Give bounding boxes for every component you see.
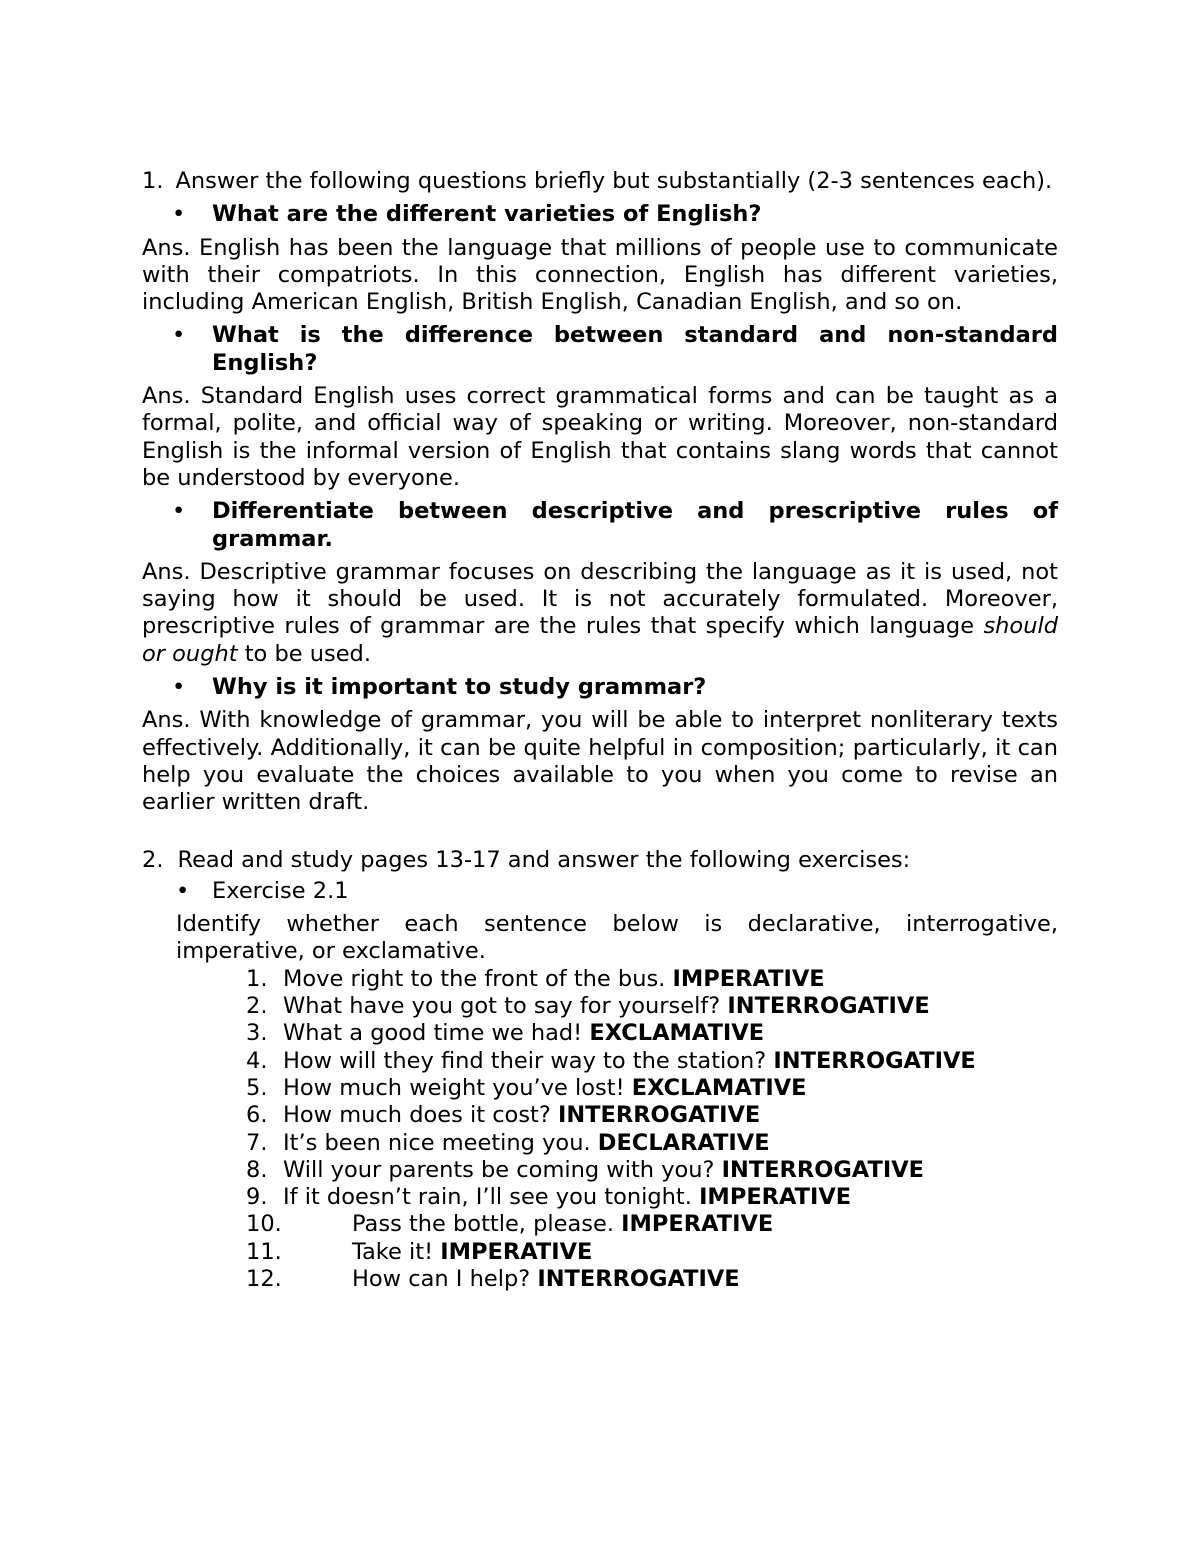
list-item-number: 11. [246, 1238, 282, 1265]
section-1-instruction: Answer the following questions briefly but substantially (2-3 sentences each). [175, 168, 1053, 194]
sentence-text: Take it! [352, 1238, 441, 1265]
exercise-sentence-list [246, 966, 1058, 1294]
list-item-number: 6. [246, 1102, 268, 1129]
question-2 [142, 322, 1058, 377]
bullet-icon: • [172, 498, 186, 525]
answer-4: Ans. With knowledge of grammar, you will be able to interpret nonliterary texts effectively. Additionally, it can be quite helpful in composition; particularly, it can help you evaluate the choices available to you when you come to revise an earlier written draft. [142, 707, 1058, 816]
list-item [246, 1075, 1058, 1102]
list-item-number: 3. [246, 1020, 268, 1047]
question-1 [142, 201, 1058, 228]
section-1-number: 1. [142, 168, 164, 194]
bullet-icon: • [172, 201, 186, 228]
list-item [246, 966, 1058, 993]
bullet-icon: • [176, 877, 190, 904]
sentence-answer: IMPERATIVE [672, 965, 825, 992]
section-2-instruction: Read and study pages 13-17 and answer the following exercises: [177, 846, 911, 873]
list-item-number: 7. [246, 1129, 268, 1156]
question-2-text: What is the difference between standard and non-standard English? [212, 322, 1058, 376]
list-item [246, 1048, 1058, 1075]
list-item [246, 1102, 1058, 1129]
sentence-answer: IMPERATIVE [699, 1184, 852, 1211]
question-3 [142, 498, 1058, 553]
list-item-number: 4. [246, 1047, 268, 1074]
exercise-title-row [176, 878, 1058, 905]
question-1-text: What are the different varieties of English? [212, 201, 762, 228]
section-1-heading [142, 168, 1058, 195]
section-2-number: 2. [142, 846, 164, 873]
question-4 [142, 674, 1058, 701]
sentence-text: What have you got to say for yourself? [283, 993, 728, 1020]
exercise-title: Exercise 2.1 [212, 877, 349, 904]
sentence-answer: INTERROGATIVE [721, 1156, 924, 1183]
list-item [246, 1266, 1058, 1293]
answer-3-part-a: Ans. Descriptive grammar focuses on describing the language as it is used, not saying how it should be used. It is not accurately formulated. Moreover, prescriptive rules of grammar are the rules that specify which language [142, 558, 1058, 640]
question-3-text: Differentiate between descriptive and prescriptive rules of grammar. [212, 498, 1058, 552]
sentence-text: Pass the bottle, please. [352, 1211, 622, 1238]
sentence-answer: IMPERATIVE [440, 1238, 593, 1265]
sentence-answer: INTERROGATIVE [557, 1102, 761, 1129]
bullet-icon: • [172, 674, 186, 701]
list-item [246, 1020, 1058, 1047]
sentence-text: It’s been nice meeting you. [283, 1129, 598, 1156]
sentence-answer: DECLARATIVE [597, 1129, 770, 1156]
sentence-answer: INTERROGATIVE [537, 1265, 740, 1292]
list-item [246, 1211, 1058, 1238]
list-item-number: 1. [246, 965, 268, 992]
answer-2: Ans. Standard English uses correct grammatical forms and can be taught as a formal, polite, and official way of speaking or writing. Moreover, non-standard English is the informal version of English that contains slang words that cannot be understood by everyone. [142, 383, 1058, 491]
list-item [246, 993, 1058, 1020]
list-item-number: 2. [246, 993, 268, 1020]
list-item [246, 1184, 1058, 1211]
answer-3-part-b: to be used. [237, 640, 371, 667]
document-page [142, 168, 1058, 1293]
list-item [246, 1130, 1058, 1157]
sentence-answer: EXCLAMATIVE [631, 1074, 807, 1101]
sentence-text: How much weight you’ve lost! [283, 1074, 632, 1101]
question-4-text: Why is it important to study grammar? [212, 674, 707, 701]
sentence-text: What a good time we had! [283, 1020, 590, 1047]
sentence-text: Move right to the front of the bus. [283, 965, 673, 992]
sentence-text: How can I help? [352, 1265, 538, 1292]
list-item-number: 5. [246, 1074, 268, 1101]
sentence-answer: IMPERATIVE [621, 1211, 774, 1238]
answer-3 [142, 559, 1058, 668]
list-item-number: 9. [246, 1184, 268, 1211]
list-item [246, 1239, 1058, 1266]
sentence-answer: INTERROGATIVE [727, 993, 930, 1020]
list-item-number: 8. [246, 1156, 268, 1183]
answer-1: Ans. English has been the language that millions of people use to communicate with their compatriots. In this connection, English has different varieties, including American English, British English, Canadian English, and so on. [142, 234, 1058, 316]
sentence-text: How will they find their way to the station? [283, 1047, 774, 1074]
sentence-answer: EXCLAMATIVE [589, 1020, 765, 1047]
sentence-answer: INTERROGATIVE [773, 1047, 976, 1074]
list-item-number: 10. [246, 1211, 282, 1238]
exercise-instruction: Identify whether each sentence below is declarative, interrogative, imperative, or exclamative. [176, 911, 1058, 965]
section-2-heading [142, 847, 1058, 874]
list-item [246, 1157, 1058, 1184]
bullet-icon: • [172, 322, 186, 349]
answer-3-italic: should or ought [142, 613, 1058, 667]
sentence-text: How much does it cost? [283, 1102, 558, 1129]
list-item-number: 12. [246, 1265, 282, 1292]
sentence-text: If it doesn’t rain, I’ll see you tonight. [283, 1184, 700, 1211]
sentence-text: Will your parents be coming with you? [283, 1156, 722, 1183]
